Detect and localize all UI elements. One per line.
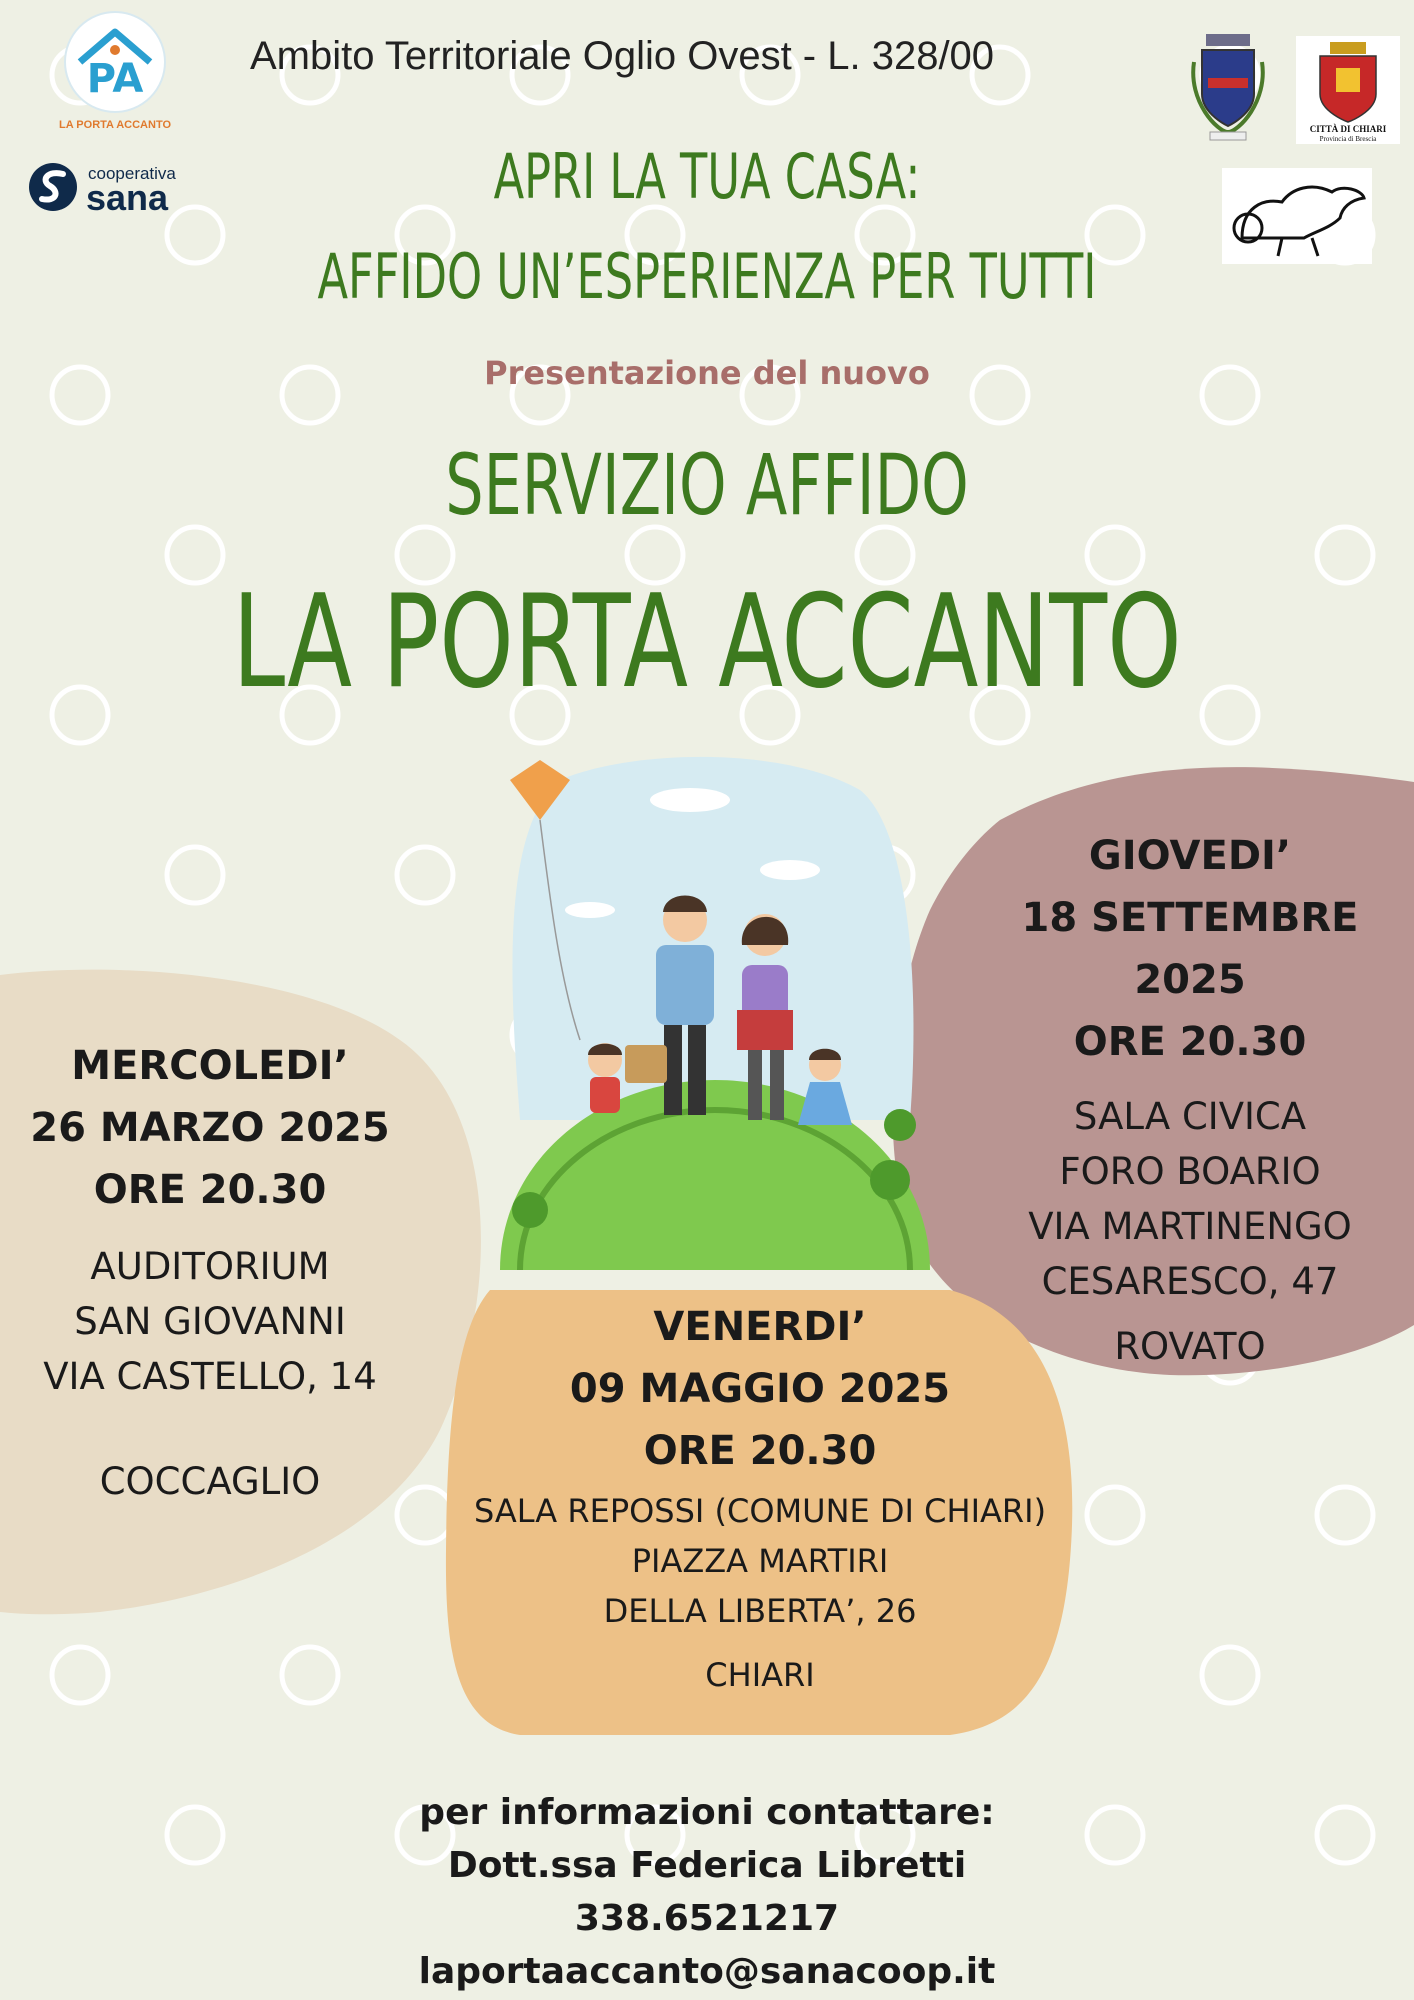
svg-text:Provincia di Brescia: Provincia di Brescia bbox=[1319, 135, 1377, 143]
presentazione-subtitle: Presentazione del nuovo bbox=[484, 354, 930, 392]
contact-intro: per informazioni contattare: bbox=[419, 1792, 995, 1833]
event-day: VENERDI’ bbox=[653, 1304, 867, 1350]
event-venue-line: VIA CASTELLO, 14 bbox=[43, 1355, 377, 1398]
event-date: 26 MARZO 2025 bbox=[30, 1105, 390, 1151]
title-servizio-affido: SERVIZIO AFFIDO bbox=[445, 436, 969, 534]
event-venue-line: SAN GIOVANNI bbox=[74, 1300, 346, 1343]
event-date: 18 SETTEMBRE 2025 bbox=[1021, 895, 1359, 1003]
contact-block bbox=[0, 1786, 1414, 1998]
event-chiari bbox=[450, 1296, 1070, 1700]
svg-text:CITTÀ DI CHIARI: CITTÀ DI CHIARI bbox=[1309, 124, 1387, 134]
event-venue-line: AUDITORIUM bbox=[90, 1245, 330, 1288]
event-venue-line: PIAZZA MARTIRI bbox=[631, 1542, 889, 1580]
event-time: ORE 20.30 bbox=[1073, 1019, 1307, 1065]
title-affido-esperienza: AFFIDO UN’ESPERIENZA PER TUTTI bbox=[317, 240, 1097, 313]
contact-phone: 338.6521217 bbox=[574, 1898, 840, 1939]
contact-name: Dott.ssa Federica Libretti bbox=[447, 1845, 967, 1886]
event-town: ROVATO bbox=[1114, 1325, 1266, 1368]
event-coccaglio bbox=[0, 1035, 420, 1509]
svg-text:LA PORTA ACCANTO: LA PORTA ACCANTO bbox=[58, 119, 172, 131]
event-time: ORE 20.30 bbox=[93, 1167, 327, 1213]
ambito-territoriale-heading: Ambito Territoriale Oglio Ovest - L. 328/00 bbox=[250, 34, 995, 78]
contact-email: laportaaccanto@sanacoop.it bbox=[418, 1951, 996, 1992]
event-town: CHIARI bbox=[705, 1656, 815, 1694]
event-venue-line: SALA REPOSSI (COMUNE DI CHIARI) bbox=[473, 1492, 1047, 1530]
svg-text:PA: PA bbox=[86, 56, 144, 102]
event-venue-line: SALA CIVICA bbox=[1073, 1095, 1307, 1138]
event-town: COCCAGLIO bbox=[99, 1460, 321, 1503]
event-venue-line: VIA MARTINENGO bbox=[1028, 1205, 1352, 1248]
event-date: 09 MAGGIO 2025 bbox=[569, 1366, 951, 1412]
event-rovato bbox=[960, 825, 1414, 1374]
event-day: GIOVEDI’ bbox=[1088, 833, 1292, 879]
svg-text:cooperativa: cooperativa bbox=[88, 164, 176, 183]
svg-text:sana: sana bbox=[86, 177, 169, 216]
event-venue-line: CESARESCO, 47 bbox=[1041, 1260, 1339, 1303]
title-apri-la-tua-casa: APRI LA TUA CASA: bbox=[493, 140, 921, 213]
event-venue-line: DELLA LIBERTA’, 26 bbox=[603, 1592, 917, 1630]
title-la-porta-accanto: LA PORTA ACCANTO bbox=[232, 568, 1182, 717]
event-day: MERCOLEDI’ bbox=[71, 1043, 349, 1089]
family-picnic-illustration bbox=[480, 740, 950, 1300]
event-time: ORE 20.30 bbox=[643, 1428, 877, 1474]
event-venue-line: FORO BOARIO bbox=[1059, 1150, 1321, 1193]
